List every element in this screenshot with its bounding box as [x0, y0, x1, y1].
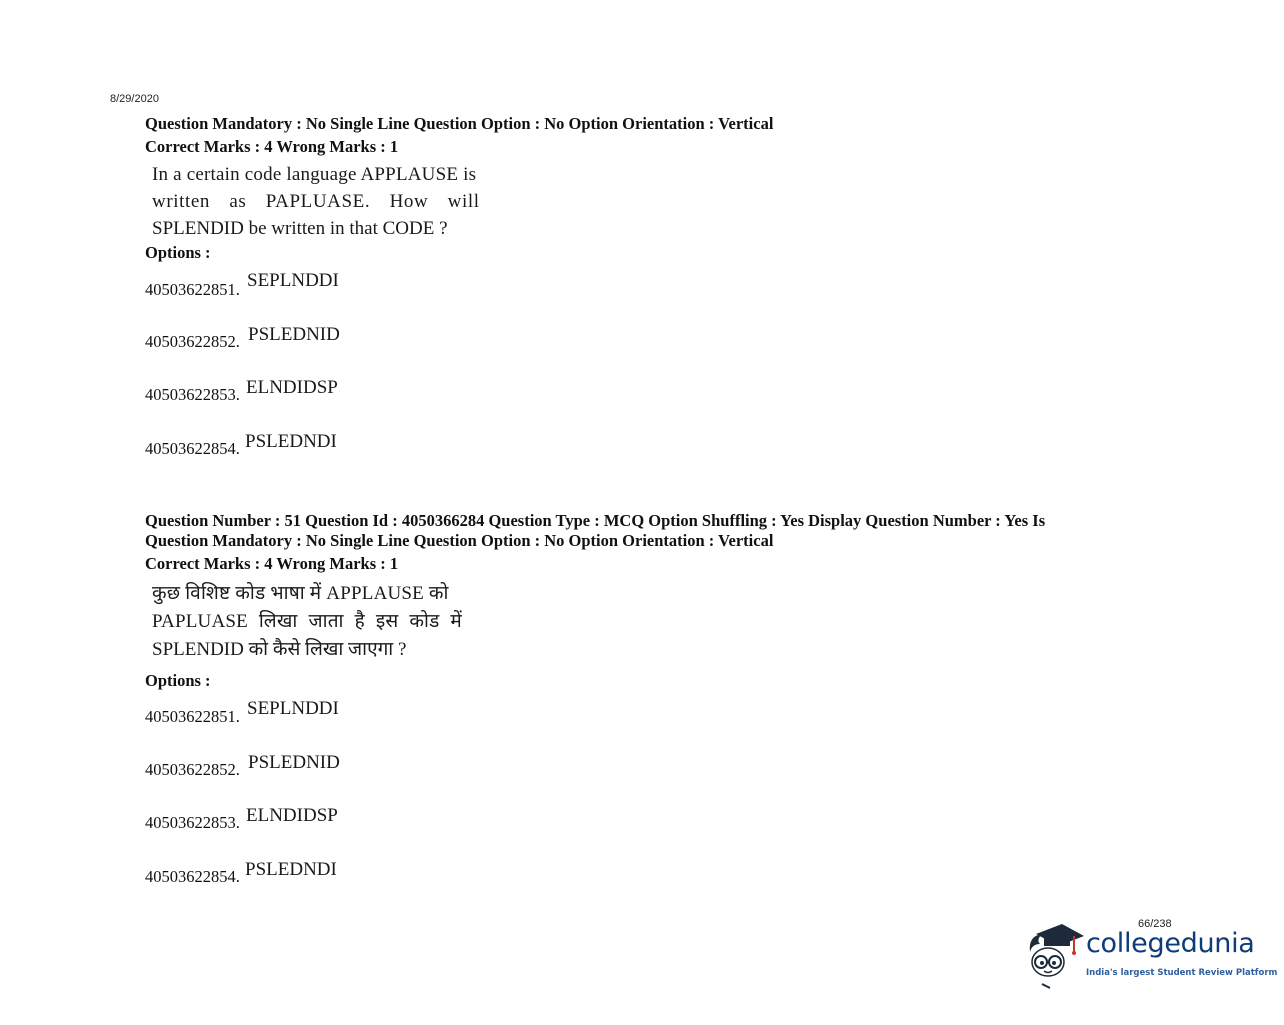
option-text: PSLEDNID: [248, 324, 340, 345]
question-2-text-line: PAPLUASE लिखा जाता है इस कोड में: [152, 611, 462, 632]
question-1-option-1: [145, 270, 339, 301]
question-2-meta: Question Number : 51 Question Id : 4050366284 Question Type : MCQ Option Shuffling : Yes Display Question Number : Yes Is: [145, 511, 1046, 530]
question-1-option-2: [145, 324, 340, 353]
question-2-option-2: [145, 752, 340, 781]
question-1-text-line: In a certain code language APPLAUSE is: [152, 164, 477, 185]
logo-wordmark: collegedunia: [1086, 928, 1255, 959]
option-text: PSLEDNDI: [245, 431, 337, 452]
question-2-meta-line-2: Question Mandatory : No Single Line Question Option : No Option Orientation : Vertical: [145, 531, 774, 550]
question-1-option-3: [145, 377, 338, 406]
option-text: PSLEDNID: [248, 752, 340, 773]
option-text: ELNDIDSP: [246, 805, 338, 826]
option-id: 40503622852.: [145, 332, 240, 351]
question-2-text: [152, 580, 462, 664]
question-2-text-line: कुछ विशिष्ट कोड भाषा में APPLAUSE को: [152, 583, 449, 604]
option-text: SEPLNDDI: [247, 270, 339, 291]
question-1-text-line: written as PAPLUASE. How will: [152, 191, 480, 212]
question-1-meta: Question Mandatory : No Single Line Question Option : No Option Orientation : Vertical: [145, 114, 774, 133]
page-number: 66/238: [1138, 918, 1172, 930]
option-id: 40503622854.: [145, 867, 240, 886]
option-id: 40503622854.: [145, 439, 240, 458]
option-id: 40503622852.: [145, 760, 240, 779]
collegedunia-logo: [1022, 918, 1278, 992]
option-text: PSLEDNDI: [245, 859, 337, 880]
option-id: 40503622853.: [145, 385, 240, 404]
question-1-marks: Correct Marks : 4 Wrong Marks : 1: [145, 137, 399, 156]
option-id: 40503622851.: [145, 280, 240, 299]
question-2-option-3: [145, 805, 338, 834]
question-1-text: [152, 161, 480, 242]
question-1-options-label: Options :: [145, 243, 211, 262]
question-2-text-line: SPLENDID को कैसे लिखा जाएगा ?: [152, 639, 407, 660]
option-text: SEPLNDDI: [247, 698, 339, 719]
option-id: 40503622851.: [145, 707, 240, 726]
question-1-option-4: [145, 431, 337, 460]
question-2-options-label: Options :: [145, 671, 211, 690]
mascot-icon: [1022, 918, 1086, 992]
option-id: 40503622853.: [145, 813, 240, 832]
option-text: ELNDIDSP: [246, 377, 338, 398]
question-2-marks: Correct Marks : 4 Wrong Marks : 1: [145, 554, 399, 573]
question-2-option-1: [145, 698, 339, 728]
question-1-text-line: SPLENDID be written in that CODE ?: [152, 218, 448, 239]
print-date: 8/29/2020: [110, 93, 159, 105]
question-2-option-4: [145, 859, 337, 888]
logo-tagline: India's largest Student Review Platform: [1086, 968, 1278, 978]
